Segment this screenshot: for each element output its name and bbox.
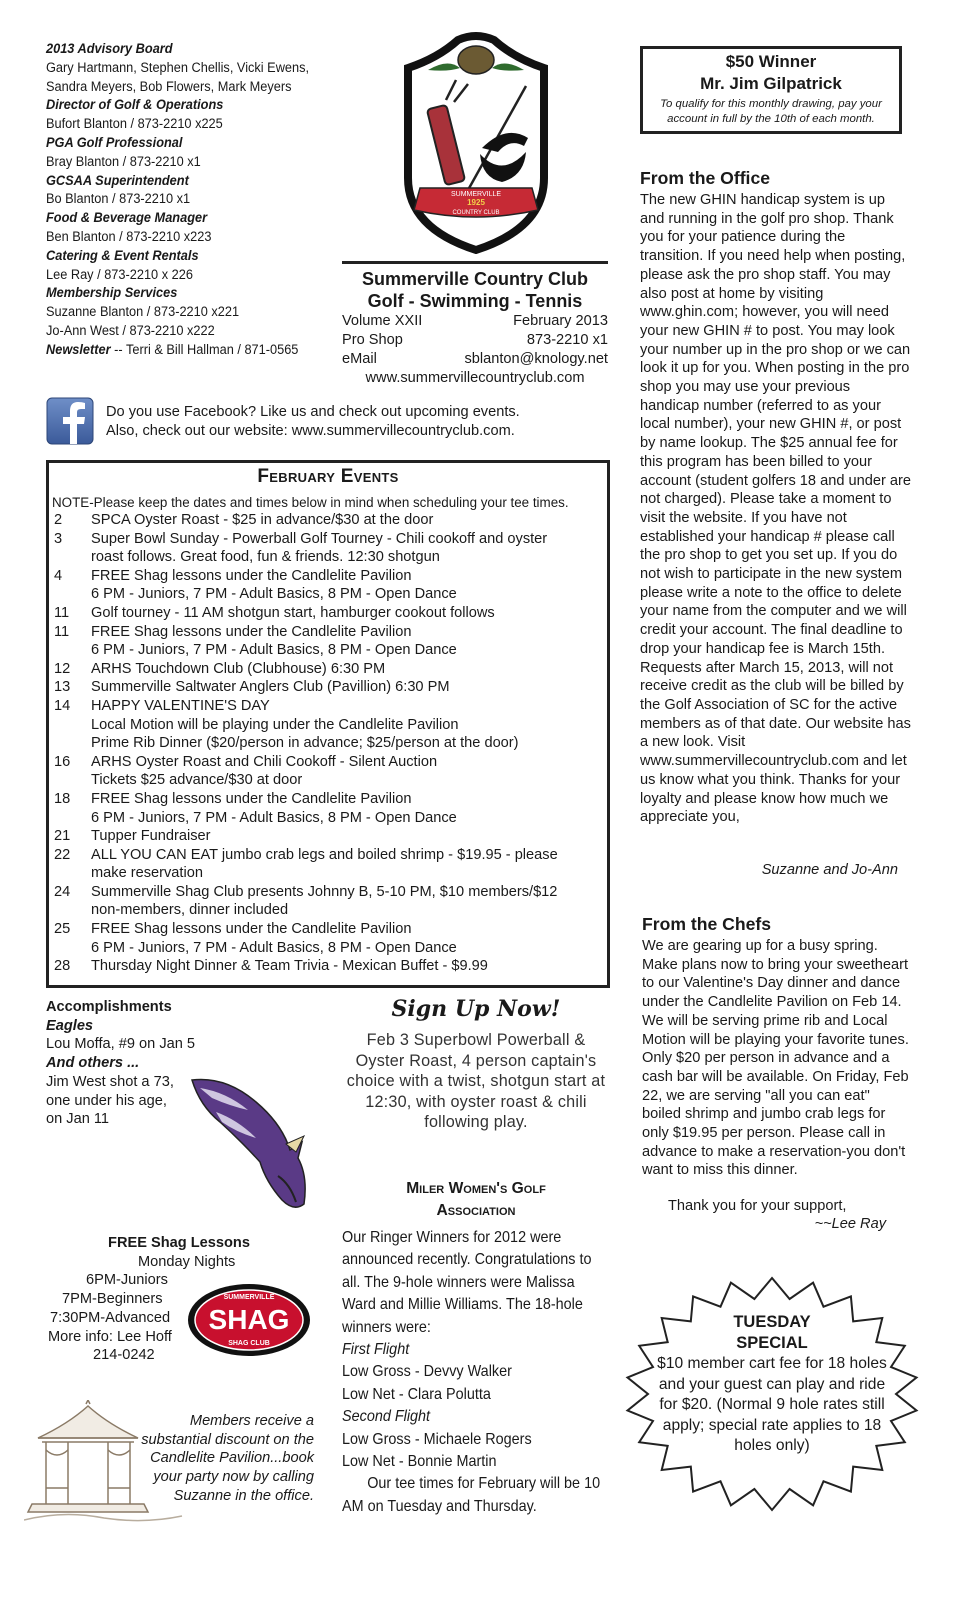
proshop-phone: 873-2210 x1 [526, 332, 608, 348]
website-link[interactable]: www.summervillecountryclub.com [365, 370, 585, 386]
masthead [342, 268, 608, 388]
event-row [49, 660, 607, 679]
facebook-line-2: Also, check out our website: www.summervillecountryclub.com. [106, 423, 515, 439]
miler-closing: Our tee times for February will be 10 AM on Tuesday and Thursday. [342, 1475, 601, 1515]
newsletter-line [46, 341, 334, 360]
tuesday-title-1: TUESDAY [733, 1313, 811, 1331]
first-flight-label: First Flight [342, 1341, 410, 1359]
miler-body [342, 1227, 612, 1518]
event-description [91, 846, 607, 883]
chefs-heading: From the Chefs [642, 914, 772, 934]
event-day: 25 [54, 921, 71, 938]
shag-club-logo [186, 1282, 312, 1358]
event-line: make reservation [91, 865, 203, 882]
event-line: Super Bowl Sunday - Powerball Golf Tourney - Chili cookoff and oyster [91, 530, 548, 547]
event-line: HAPPY VALENTINE'S DAY [91, 697, 270, 714]
chefs-signature: ~~Lee Ray [814, 1216, 886, 1232]
proshop-label: Pro Shop [342, 332, 403, 348]
director-role: Director of Golf & Operations [46, 97, 224, 114]
shag-heading: FREE Shag Lessons [108, 1235, 250, 1251]
event-line: FREE Shag lessons under the Candlelite Pavilion [91, 921, 412, 938]
club-activities-title: Golf - Swimming - Tennis [367, 291, 583, 311]
event-line: Thursday Night Dinner & Team Trivia - Mexican Buffet - $9.99 [91, 958, 488, 975]
eagles-label: Eagles [46, 1017, 94, 1034]
event-day: 4 [54, 567, 63, 584]
event-line: 6 PM - Juniors, 7 PM - Adult Basics, 8 PM - Open Dance [91, 939, 457, 956]
office-signature: Suzanne and Jo-Ann [761, 862, 898, 878]
catering-contact: Lee Ray / 873-2210 x 226 [46, 266, 193, 283]
facebook-promo [106, 403, 606, 441]
gcsaa-role: GCSAA Superintendent [46, 172, 189, 189]
event-row [49, 623, 607, 660]
masthead-rule [342, 261, 608, 264]
shag-line-1: Monday Nights [138, 1253, 236, 1270]
board-title: 2013 Advisory Board [46, 41, 173, 57]
office-body: The new GHIN handicap system is up and running in the golf pro shop. Thank you for your patience during the transition. If you need help when posting, please ask the pro shop staff. You may also post at home by visiting www.ghin.com; however, you will need your new GHIN # to post. You may look your number up in the pro shop or we can look it up for you. When posting in the pro shop you may use your previous handicap number (referred to as your local number), your new GHIN #, or post by name lookup. The $25 annual fee for this program has been billed to your account (student golfers 18 and under are not charged). Please take a moment to visit the website. If you have not established your handicap # please call the pro shop to get you set up. If you do not wish to participate in the new system please write a note to the office to delete your name from the computer and we will credit your account. The final deadline to drop your handicap fee is March 15th. Requests after March 15, 2013, will not receive credit as the club will be billed by the Golf Association of SC for the active members as of that date. Our website has a new look. Visit www.summervillecountryclub.com and let us know what you think. Thanks for your loyalty and please know how much we appreciate you, [640, 192, 911, 826]
tuesday-title-2: SPECIAL [736, 1334, 808, 1352]
event-description [91, 790, 607, 827]
signup-body: Feb 3 Superbowl Powerball & Oyster Roast, 4 person captain's choice with a twist, shotgun start at 12:30, with oyster roast & chili following play. [346, 1031, 606, 1131]
event-description [91, 623, 607, 660]
shag-logo-main: SHAG [208, 1304, 290, 1335]
event-line: FREE Shag lessons under the Candlelite Pavilion [91, 623, 412, 640]
others-line-3: on Jan 11 [46, 1111, 110, 1128]
event-row [49, 604, 607, 623]
event-description [91, 920, 607, 957]
event-line: ALL YOU CAN EAT jumbo crab legs and boiled shrimp - $19.95 - please [91, 846, 558, 863]
event-line: roast follows. Great food, fun & friends. 12:30 shotgun [91, 549, 440, 566]
winner-name: Mr. Jim Gilpatrick [700, 74, 842, 93]
newsletter-contact: -- Terri & Bill Hallman / 871-0565 [110, 341, 299, 358]
tuesday-special [650, 1312, 894, 1457]
shag-logo-bottom: SHAG CLUB [228, 1340, 270, 1347]
chefs-thanks: Thank you for your support, [668, 1198, 847, 1214]
event-line: Prime Rib Dinner ($20/person in advance; $25/person at the door) [91, 735, 519, 752]
catering-role: Catering & Event Rentals [46, 247, 199, 264]
event-row [49, 920, 607, 957]
event-row [49, 846, 607, 883]
club-name-title: Summerville Country Club [361, 269, 589, 289]
shag-line-2: 6PM-Juniors [86, 1272, 168, 1289]
second-flight-gross: Low Gross - Michaele Rogers [342, 1430, 532, 1448]
event-description [91, 957, 607, 976]
winner-box [640, 46, 902, 134]
event-description [91, 604, 607, 623]
accomplishments-heading: Accomplishments [46, 999, 172, 1015]
event-description [91, 660, 607, 679]
event-day: 22 [54, 846, 71, 863]
event-line: Tickets $25 advance/$30 at door [91, 772, 303, 789]
event-line: Tupper Fundraiser [91, 828, 211, 845]
events-note: NOTE-Please keep the dates and times below in mind when scheduling your tee times. [52, 495, 569, 510]
food-beverage-role: Food & Beverage Manager [46, 210, 208, 227]
event-line: Summerville Saltwater Anglers Club (Pavillion) 6:30 PM [91, 679, 450, 696]
event-day: 11 [54, 623, 70, 640]
facebook-line-1: Do you use Facebook? Like us and check out upcoming events. [106, 404, 520, 420]
shag-line-3: 7PM-Beginners [62, 1291, 163, 1308]
email-label: eMail [342, 351, 377, 367]
event-description [91, 753, 607, 790]
event-description [91, 567, 607, 604]
logo-year: 1925 [467, 198, 485, 207]
miler-intro: Our Ringer Winners for 2012 were announced recently. Congratulations to all. The 9-hole winners were Malissa Ward and Millie Williams. The 18-hole winners were: [342, 1229, 592, 1336]
event-description [91, 678, 607, 697]
pga-role: PGA Golf Professional [46, 134, 183, 151]
event-line: non-members, dinner included [91, 902, 289, 919]
event-line: ARHS Touchdown Club (Clubhouse) 6:30 PM [91, 660, 386, 677]
miler-heading-2: Association [436, 1202, 516, 1219]
facebook-icon[interactable] [46, 397, 94, 445]
signup-heading: Sign Up Now! [391, 996, 561, 1022]
proshop-row [342, 331, 608, 350]
others-line-1: Jim West shot a 73, [46, 1073, 174, 1090]
winner-note: To qualify for this monthly drawing, pay your account in full by the 10th of each month. [660, 98, 882, 125]
shag-line-4: 7:30PM-Advanced [50, 1309, 171, 1326]
shag-line-6: 214-0242 [93, 1347, 155, 1364]
club-crest-logo [398, 28, 554, 254]
food-beverage-contact: Ben Blanton / 873-2210 x223 [46, 228, 212, 245]
event-day: 13 [54, 679, 71, 696]
miler-heading [342, 1178, 610, 1222]
event-line: Golf tourney - 11 AM shotgun start, hamburger cookout follows [91, 604, 495, 621]
events-title: February Events [257, 466, 399, 487]
event-line: SPCA Oyster Roast - $25 in advance/$30 at the door [91, 512, 434, 528]
issue-date: February 2013 [513, 313, 608, 329]
event-day: 12 [54, 660, 71, 677]
advisory-board [46, 40, 334, 360]
shag-logo-top: SUMMERVILLE [223, 1294, 275, 1301]
event-day: 24 [54, 883, 71, 900]
first-flight-net: Low Net - Clara Polutta [342, 1385, 491, 1403]
event-row [49, 753, 607, 790]
event-row [49, 827, 607, 846]
second-flight-label: Second Flight [342, 1408, 431, 1426]
board-members-2: Sandra Meyers, Bob Flowers, Mark Meyers [46, 78, 292, 95]
events-list [49, 511, 607, 976]
event-description [91, 697, 607, 753]
pga-contact: Bray Blanton / 873-2210 x1 [46, 153, 201, 170]
event-description [91, 530, 607, 567]
membership-role: Membership Services [46, 285, 178, 302]
event-row [49, 883, 607, 920]
event-day: 16 [54, 753, 71, 770]
event-day: 11 [54, 604, 70, 621]
event-row [49, 567, 607, 604]
event-description [91, 511, 607, 530]
logo-club-name: SUMMERVILLE [450, 191, 502, 198]
volume-row [342, 312, 608, 331]
office-heading: From the Office [640, 168, 771, 188]
membership-contact-1: Suzanne Blanton / 873-2210 x221 [46, 304, 240, 321]
event-row [49, 530, 607, 567]
event-line: Local Motion will be playing under the Candlelite Pavilion [91, 716, 459, 733]
others-label: And others ... [46, 1055, 140, 1072]
event-description [91, 827, 607, 846]
event-line: 6 PM - Juniors, 7 PM - Adult Basics, 8 PM - Open Dance [91, 586, 457, 603]
event-row [49, 697, 607, 753]
email-row [342, 350, 608, 369]
winner-title: $50 Winner [725, 52, 817, 71]
event-day: 18 [54, 790, 71, 807]
email-address[interactable]: sblanton@knology.net [464, 351, 608, 367]
event-line: 6 PM - Juniors, 7 PM - Adult Basics, 8 PM - Open Dance [91, 809, 457, 826]
event-day: 28 [54, 958, 71, 975]
event-day: 14 [54, 697, 71, 714]
membership-contact-2: Jo-Ann West / 873-2210 x222 [46, 322, 215, 339]
director-contact: Bufort Blanton / 873-2210 x225 [46, 116, 223, 133]
miler-heading-1: Miler Women's Golf [406, 1180, 546, 1197]
board-members-1: Gary Hartmann, Stephen Chellis, Vicki Ewens, [46, 59, 310, 76]
event-line: ARHS Oyster Roast and Chili Cookoff - Silent Auction [91, 753, 438, 770]
gcsaa-contact: Bo Blanton / 873-2210 x1 [46, 191, 191, 208]
logo-club-sub: COUNTRY CLUB [452, 210, 500, 216]
event-day: 2 [54, 512, 63, 528]
event-description [91, 883, 607, 920]
newsletter-role: Newsletter [46, 341, 111, 358]
others-line-2: one under his age, [46, 1092, 167, 1109]
events-box [46, 460, 610, 988]
event-line: FREE Shag lessons under the Candlelite Pavilion [91, 790, 412, 807]
tuesday-body: $10 member cart fee for 18 holes and your guest can play and ride for $20. (Normal 9 hole rates still apply; special rate applies to 18 holes only) [657, 1355, 887, 1455]
eagles-text: Lou Moffa, #9 on Jan 5 [46, 1036, 196, 1053]
event-day: 21 [54, 828, 71, 845]
volume-label: Volume XXII [342, 313, 423, 329]
event-line: 6 PM - Juniors, 7 PM - Adult Basics, 8 PM - Open Dance [91, 642, 457, 659]
chefs-body: We are gearing up for a busy spring. Make plans now to bring your sweetheart to our Valentine's Day dinner and dance under the Candlelite Pavilion on Feb 14. We will be serving prime rib and Local Motion will be playing your favorite tunes. Only $20 per person in advance and a cash bar will be available. On Friday, Feb 22, we are serving "all you can eat" boiled shrimp and jumbo crab legs for only $19.95 per person. Please call in advance to make a reservation-you don't want to miss this dinner. [642, 938, 909, 1179]
eagle-icon [186, 1072, 314, 1214]
second-flight-net: Low Net - Bonnie Martin [342, 1453, 497, 1471]
event-row [49, 957, 607, 976]
event-line: FREE Shag lessons under the Candlelite Pavilion [91, 567, 412, 584]
shag-line-5: More info: Lee Hoff [48, 1328, 172, 1345]
pavilion-promo: Members receive a substantial discount on the Candlelite Pavilion...book your party now by calling Suzanne in the office. [141, 1413, 314, 1504]
first-flight-gross: Low Gross - Devvy Walker [342, 1363, 512, 1381]
event-row [49, 511, 607, 530]
event-day: 3 [54, 530, 63, 547]
event-row [49, 790, 607, 827]
event-line: Summerville Shag Club presents Johnny B, 5-10 PM, $10 members/$12 [91, 883, 558, 900]
event-row [49, 678, 607, 697]
